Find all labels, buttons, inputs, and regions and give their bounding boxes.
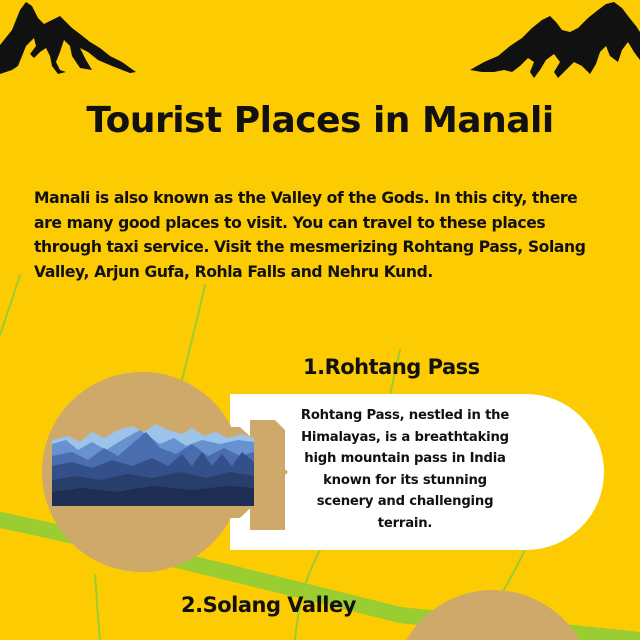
place-heading-solang: 2.Solang Valley bbox=[181, 593, 356, 617]
page-title: Tourist Places in Manali bbox=[86, 100, 554, 141]
place-heading-rohtang: 1.Rohtang Pass bbox=[303, 355, 480, 379]
intro-line: are many good places to visit. You can travel to these places bbox=[34, 213, 546, 232]
intro-line: Manali is also known as the Valley of the Gods. In this city, there bbox=[34, 189, 578, 207]
description-line: scenery and challenging bbox=[316, 494, 494, 509]
description-line: high mountain pass in India bbox=[304, 451, 506, 466]
intro-line: through taxi service. Visit the mesmerizing Rohtang Pass, Solang bbox=[34, 238, 586, 256]
description-line: Rohtang Pass, nestled in the bbox=[300, 408, 510, 423]
description-line: terrain. bbox=[377, 515, 433, 531]
intro-line: Valley, Arjun Gufa, Rohla Falls and Nehru Kund. bbox=[34, 262, 433, 281]
description-line: known for its stunning bbox=[323, 472, 487, 488]
description-line: Himalayas, is a breathtaking bbox=[301, 429, 509, 445]
